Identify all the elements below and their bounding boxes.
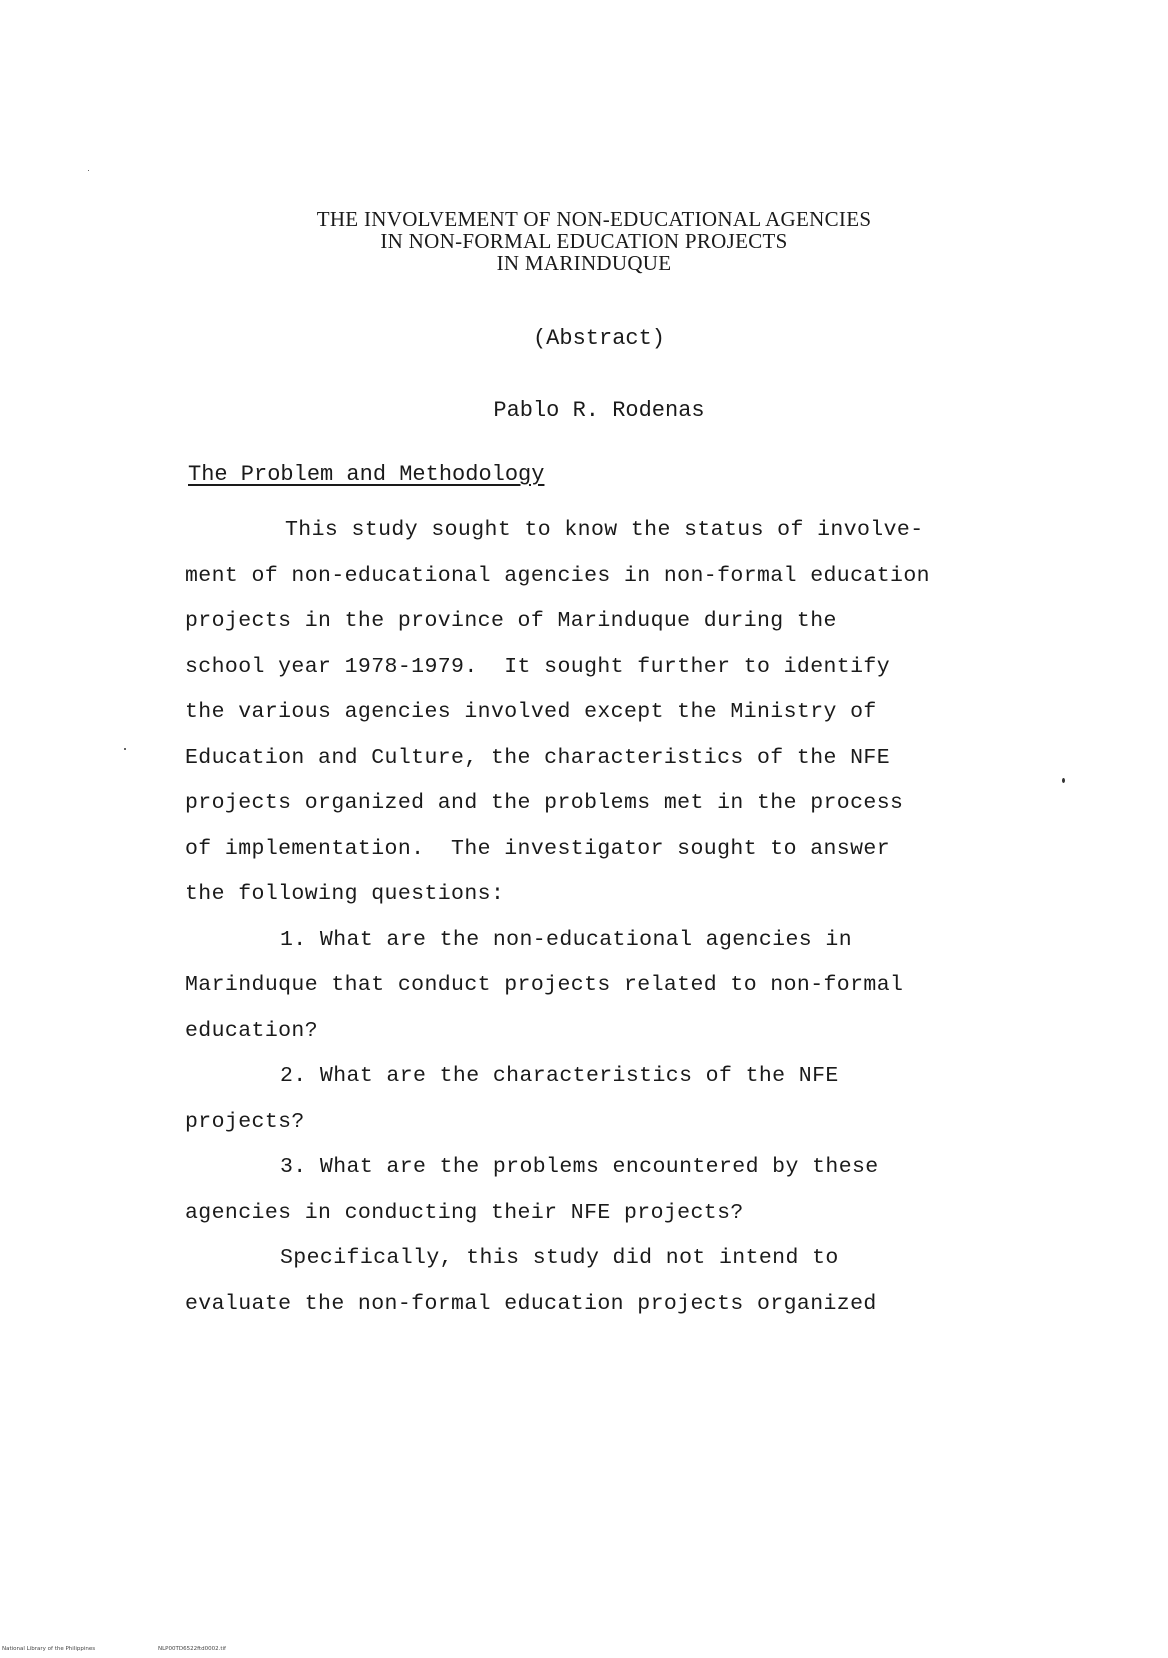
body-line: school year 1978-1979. It sought further to identify (185, 654, 891, 679)
body-text (185, 508, 1015, 1327)
question-1-line: 1. What are the non-educational agencies in (280, 927, 852, 952)
title-line-1: THE INVOLVEMENT OF NON-EDUCATIONAL AGENCIES (316, 207, 872, 231)
body-line: the various agencies involved except the Ministry of (185, 700, 877, 724)
title-line-3: IN MARINDUQUE (496, 251, 672, 275)
body-line: of implementation. The investigator sought to answer (185, 836, 891, 861)
document-title (0, 208, 1168, 274)
section-heading: The Problem and Methodology (188, 462, 545, 487)
question-3-line: agencies in conducting their NFE projects? (185, 1200, 744, 1225)
scan-speck (88, 170, 89, 171)
footer-file-name: NLP00TD6522ftd0002.tif (158, 1646, 226, 1652)
question-3-line: 3. What are the problems encountered by these (280, 1155, 879, 1179)
scan-speck (124, 748, 126, 750)
title-line-2: IN NON-FORMAL EDUCATION PROJECTS (380, 229, 788, 253)
footer-library-name: National Library of the Philippines (2, 1646, 96, 1652)
author-name: Pablo R. Rodenas (493, 398, 705, 423)
question-2-line: 2. What are the characteristics of the NFE (280, 1064, 839, 1088)
body-line: Education and Culture, the characteristics of the NFE (185, 745, 891, 770)
body-line: ment of non-educational agencies in non-formal education (185, 563, 930, 588)
question-1-line: Marinduque that conduct projects related to non-formal (185, 973, 904, 997)
body-line: This study sought to know the status of involve- (285, 518, 924, 542)
body-line: Specifically, this study did not intend to (280, 1246, 839, 1270)
body-line: evaluate the non-formal education projects organized (185, 1291, 877, 1316)
question-2-line: projects? (185, 1109, 305, 1134)
body-line: the following questions: (185, 882, 505, 906)
scan-speck (1062, 778, 1065, 783)
body-line: projects organized and the problems met in the process (185, 791, 904, 815)
abstract-label: (Abstract) (532, 326, 666, 351)
body-line: projects in the province of Marinduque during the (185, 609, 837, 633)
question-1-line: education? (185, 1018, 319, 1043)
